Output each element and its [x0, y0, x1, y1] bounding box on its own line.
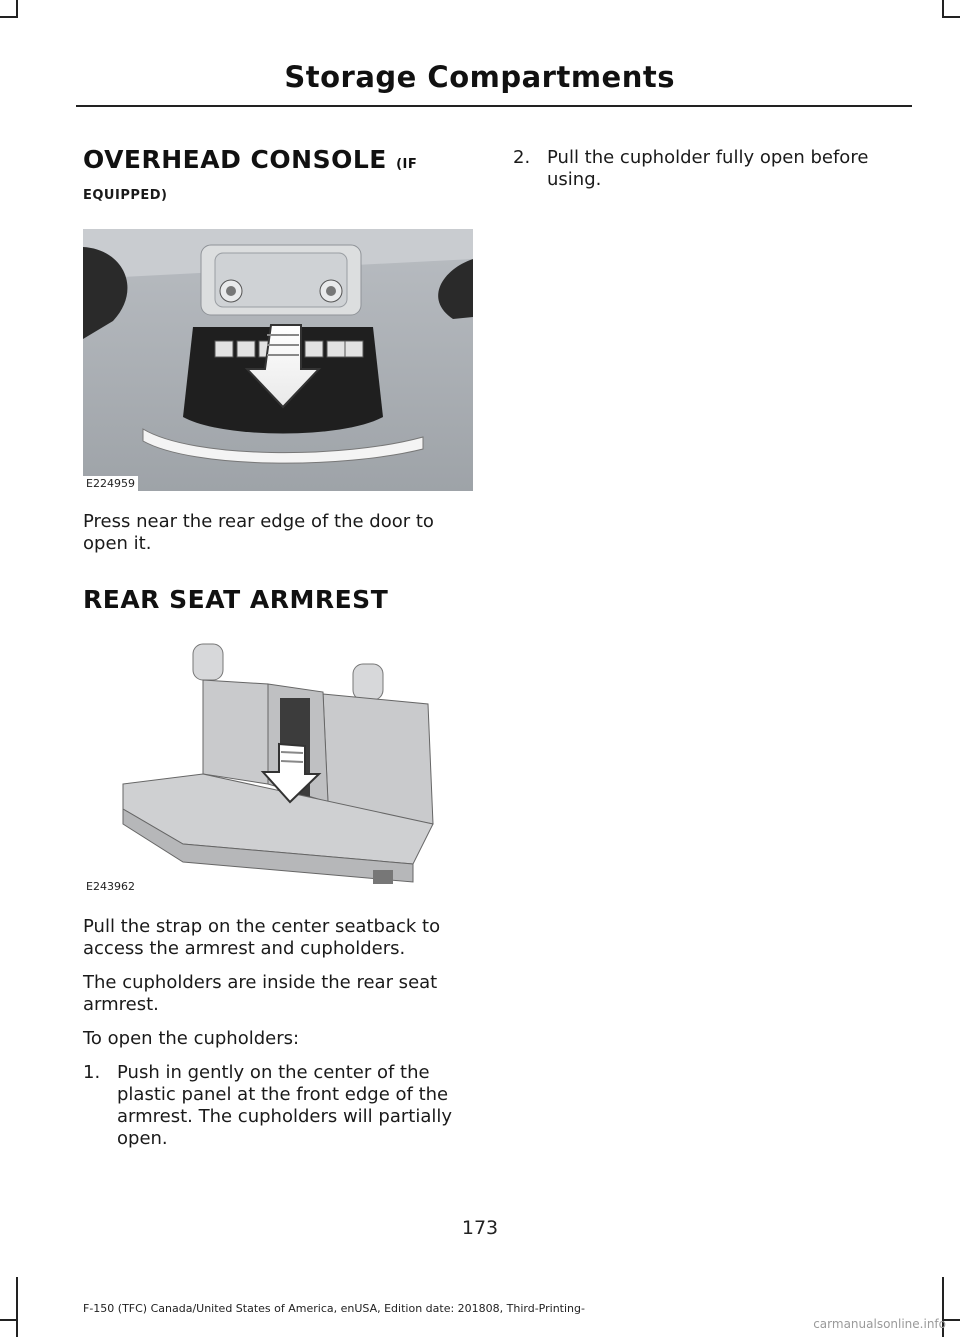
page-number: 173: [461, 1217, 499, 1239]
overhead-console-heading-cont: EQUIPPED): [83, 188, 168, 203]
armrest-paragraph-1: Pull the strap on the center seatback to access the armrest and cupholders.: [83, 916, 441, 959]
list-item: [83, 1062, 478, 1150]
rear-seat-armrest-heading: REAR SEAT ARMREST: [83, 585, 389, 614]
watermark-link[interactable]: carmanualsonline.info: [813, 1317, 946, 1331]
right-column: [513, 145, 908, 191]
footer-edition-text: F-150 (TFC) Canada/United States of America, enUSA, Edition date: 201808, Third-Printing-: [83, 1302, 585, 1315]
armrest-paragraph-2: The cupholders are inside the rear seat armrest.: [83, 972, 438, 1015]
header-divider: [76, 105, 912, 107]
armrest-steps-list: [83, 1062, 478, 1150]
rear-seat-figure-code: E243962: [83, 879, 138, 894]
overhead-console-illustration: [83, 229, 473, 491]
rear-seat-illustration: [83, 634, 473, 894]
overhead-console-heading: [83, 145, 478, 174]
step-number: 1.: [83, 1062, 101, 1083]
overhead-console-heading-small: (IF: [396, 157, 418, 172]
overhead-figure-code: E224959: [83, 476, 138, 491]
step-number: 2.: [513, 147, 531, 168]
step-text: Push in gently on the center of the plastic panel at the front edge of the armrest. The cupholders will partially open.: [117, 1062, 453, 1149]
page-header-title: Storage Compartments: [284, 60, 675, 94]
list-item: [513, 147, 908, 191]
step-text: Pull the cupholder fully open before using.: [547, 147, 869, 190]
overhead-console-figure: [83, 229, 473, 491]
rear-seat-figure: [83, 634, 473, 894]
overhead-console-heading-text: OVERHEAD CONSOLE: [83, 145, 387, 174]
overhead-console-text: Press near the rear edge of the door to open it.: [83, 511, 434, 554]
armrest-paragraph-3: To open the cupholders:: [83, 1028, 300, 1049]
left-column: [83, 145, 478, 1150]
crop-mark: [0, 1319, 18, 1321]
armrest-steps-list-continued: [513, 147, 908, 191]
crop-mark: [0, 16, 18, 18]
crop-mark: [16, 1277, 18, 1337]
crop-mark: [942, 16, 960, 18]
